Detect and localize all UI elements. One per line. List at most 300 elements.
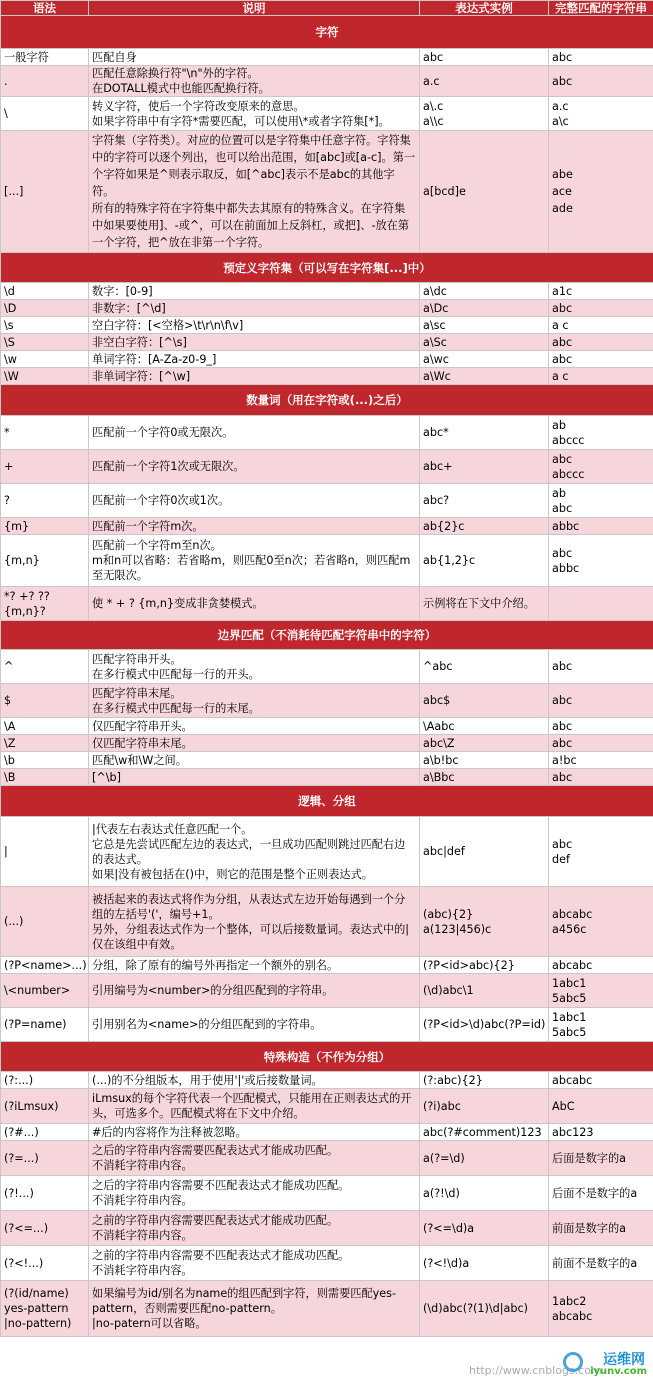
match-cell-line: a c [552, 369, 569, 383]
syntax-cell [1, 1246, 89, 1281]
watermark [469, 1349, 649, 1379]
section-header [1, 621, 653, 650]
table-row [1, 351, 653, 368]
syntax-cell [1, 484, 89, 518]
match-cell-line: a c [552, 318, 569, 332]
match-cell-line: abc [552, 719, 573, 733]
syntax-cell [1, 131, 89, 253]
description-cell-line: 之前的字符串内容需要不匹配表达式才能成功匹配。 [92, 1249, 350, 1262]
syntax-cell-line: \w [4, 352, 17, 366]
description-cell [89, 1246, 420, 1281]
example-cell-line: (?<=\d)a [423, 1221, 475, 1235]
syntax-cell-line: ^ [4, 660, 14, 673]
syntax-cell-line: (?:...) [4, 1073, 34, 1087]
syntax-cell-line: $ [4, 694, 12, 707]
syntax-cell-line: \s [4, 318, 14, 332]
example-cell [420, 887, 549, 957]
syntax-cell [1, 1176, 89, 1211]
example-cell-line: 示例将在下文中介绍。 [423, 597, 535, 610]
match-cell-line: 前面不是数字的a [552, 1256, 638, 1270]
gear-icon [563, 1352, 583, 1372]
description-cell-line: 之前的字符串内容需要匹配表达式才能成功匹配。 [92, 1214, 339, 1227]
table-row [1, 416, 653, 450]
example-cell [420, 769, 549, 786]
match-cell [549, 518, 653, 535]
example-cell [420, 1124, 549, 1141]
example-cell [420, 300, 549, 317]
description-cell [89, 587, 420, 621]
table-row [1, 49, 653, 66]
example-cell-line: abc? [423, 494, 450, 507]
example-cell-line: a\.c [423, 99, 444, 113]
syntax-cell-line: (?<!...) [4, 1256, 44, 1270]
example-cell [420, 587, 549, 621]
description-cell [89, 957, 420, 974]
description-cell [89, 97, 420, 131]
match-cell [549, 484, 653, 518]
syntax-cell-line: [...] [4, 185, 24, 198]
syntax-cell-line: \Z [4, 736, 16, 750]
table-row [1, 484, 653, 518]
syntax-cell-line: (?#...) [4, 1125, 39, 1139]
watermark-domain: iyunv.com [590, 1366, 647, 1377]
syntax-cell [1, 752, 89, 769]
syntax-cell [1, 416, 89, 450]
example-cell-line: (?P<id>\d)abc(?P=id) [423, 1018, 546, 1031]
match-cell-line: abc123 [552, 1125, 594, 1139]
table-body [1, 16, 653, 1337]
example-cell-line: abc [423, 50, 444, 64]
description-cell [89, 1141, 420, 1176]
table-row [1, 735, 653, 752]
syntax-cell [1, 1008, 89, 1042]
description-cell [89, 769, 420, 786]
example-cell [420, 49, 549, 66]
match-cell [549, 450, 653, 484]
description-cell [89, 735, 420, 752]
section-title: 特殊构造（不作为分组） [1, 1042, 653, 1072]
match-cell [549, 735, 653, 752]
syntax-cell [1, 887, 89, 957]
match-cell [549, 1141, 653, 1176]
table-row [1, 718, 653, 735]
description-cell-line: m和n可以省略：若省略m，则匹配0至n次；若省略n，则匹配m至无限次。 [92, 554, 411, 582]
description-cell-line: 匹配\w和\W之间。 [92, 753, 187, 767]
example-cell [420, 1281, 549, 1337]
description-cell-line: 匹配前一个字符1次或无限次。 [92, 460, 245, 473]
description-cell-line: 匹配字符串开头。 [92, 652, 182, 666]
description-cell [89, 1281, 420, 1337]
match-cell-line: ace [552, 185, 572, 198]
description-cell-line: 引用编号为<number>的分组匹配到的字符串。 [92, 984, 334, 997]
description-cell [89, 300, 420, 317]
match-cell [549, 587, 653, 621]
match-cell-line: abccc [552, 467, 585, 481]
example-cell [420, 752, 549, 769]
description-cell-line: 被括起来的表达式将作为分组，从表达式左边开始每遇到一个分组的左括号'('，编号+1。 [92, 892, 406, 921]
description-cell [89, 131, 420, 253]
match-cell-line: abbc [552, 519, 580, 533]
description-cell-line: #后的内容将作为注释被忽略。 [92, 1125, 247, 1139]
match-cell-line: abbc [552, 561, 580, 575]
example-cell-line: (\d)abc\1 [423, 984, 474, 997]
match-cell-line: 后面是数字的a [552, 1151, 626, 1165]
table-row [1, 1124, 653, 1141]
example-cell-line: a(?=\d) [423, 1151, 465, 1165]
section-title: 逻辑、分组 [1, 786, 653, 817]
example-cell [420, 817, 549, 887]
example-cell-line: (\d)abc(?(1)\d|abc) [423, 1302, 528, 1315]
match-cell-line: ab [552, 486, 566, 500]
syntax-cell [1, 49, 89, 66]
match-cell-line: ade [552, 202, 573, 215]
syntax-cell [1, 587, 89, 621]
match-cell-line: ab [552, 418, 566, 432]
description-cell [89, 368, 420, 385]
description-cell [89, 535, 420, 587]
syntax-cell-line: (?P=name) [4, 1018, 67, 1031]
example-cell [420, 450, 549, 484]
match-cell [549, 1176, 653, 1211]
syntax-cell [1, 351, 89, 368]
header-description: 说明 [89, 1, 420, 16]
description-cell [89, 887, 420, 957]
example-cell [420, 974, 549, 1008]
description-cell [89, 484, 420, 518]
table-row [1, 317, 653, 334]
match-cell-line: abe [552, 168, 573, 181]
watermark-site: 运维网 [603, 1352, 645, 1368]
syntax-cell [1, 650, 89, 684]
match-cell [549, 300, 653, 317]
header-example: 表达式实例 [420, 1, 549, 16]
table-row [1, 518, 653, 535]
description-cell-line: 另外，分组表达式作为一个整体，可以后接数量词。表达式中的|仅在该组中有效。 [92, 922, 410, 951]
description-cell-line: |代表左右表达式任意匹配一个。 [92, 822, 253, 836]
match-cell-line: abc [552, 50, 573, 64]
syntax-cell-line: \<number> [4, 984, 71, 997]
example-cell [420, 484, 549, 518]
example-cell-line: a\b!bc [423, 753, 459, 767]
syntax-cell-line: \B [4, 770, 16, 784]
table-row [1, 334, 653, 351]
match-cell [549, 1124, 653, 1141]
description-cell-line: 在DOTALL模式中也能匹配换行符。 [92, 82, 270, 95]
table-row [1, 1089, 653, 1124]
table-row [1, 684, 653, 718]
syntax-cell-line: |no-pattern) [4, 1317, 72, 1330]
description-cell-line: 在多行模式中匹配每一行的开头。 [92, 667, 260, 681]
description-cell-line: 匹配自身 [92, 50, 137, 64]
example-cell-line: a\dc [423, 284, 447, 298]
example-cell [420, 1176, 549, 1211]
example-cell-line: \Aabc [423, 719, 455, 733]
table-row [1, 368, 653, 385]
syntax-cell [1, 684, 89, 718]
match-cell [549, 957, 653, 974]
syntax-cell-line: 一般字符 [4, 50, 49, 64]
table-row [1, 1211, 653, 1246]
example-cell-line: abc$ [423, 694, 451, 707]
example-cell-line: abc\Z [423, 736, 455, 750]
match-cell [549, 49, 653, 66]
match-cell-line: 后面不是数字的a [552, 1186, 638, 1200]
syntax-cell [1, 817, 89, 887]
description-cell-line: 它总是先尝试匹配左边的表达式，一旦成功匹配则跳过匹配右边的表达式。 [92, 837, 406, 866]
example-cell-line: (?i)abc [423, 1099, 461, 1113]
syntax-cell [1, 300, 89, 317]
example-cell [420, 334, 549, 351]
match-cell-line: abc [552, 301, 573, 315]
description-cell-line: 不消耗字符串内容。 [92, 1194, 193, 1207]
table-row [1, 66, 653, 97]
table-row [1, 1141, 653, 1176]
section-header [1, 1042, 653, 1072]
match-cell [549, 817, 653, 887]
syntax-cell [1, 735, 89, 752]
description-cell-line: [^\b] [92, 770, 121, 784]
table-row [1, 974, 653, 1008]
table-row [1, 1246, 653, 1281]
example-cell [420, 317, 549, 334]
match-cell [549, 1008, 653, 1042]
match-cell-line: 5abc5 [552, 1025, 587, 1039]
section-header [1, 385, 653, 416]
description-cell-line: 不消耗字符串内容。 [92, 1264, 193, 1277]
match-cell [549, 351, 653, 368]
description-cell-line: 使 * + ? {m,n}变成非贪婪模式。 [92, 597, 264, 610]
example-cell-line: a\\c [423, 114, 444, 128]
example-cell [420, 535, 549, 587]
table-row [1, 752, 653, 769]
table-row [1, 887, 653, 957]
header-syntax: 语法 [1, 1, 89, 16]
match-cell [549, 283, 653, 300]
description-cell [89, 1176, 420, 1211]
syntax-cell-line: \b [4, 753, 15, 767]
description-cell-line: 不消耗字符串内容。 [92, 1229, 193, 1242]
example-cell-line: a\Wc [423, 369, 451, 383]
example-cell-line: ^abc [423, 660, 453, 673]
syntax-cell [1, 718, 89, 735]
example-cell [420, 650, 549, 684]
match-cell [549, 684, 653, 718]
match-cell-line: abc [552, 546, 573, 560]
example-cell-line: abc+ [423, 460, 453, 473]
syntax-cell-line: \d [4, 284, 15, 298]
match-cell-line: a\c [552, 114, 569, 128]
description-cell-line: 转义字符，使后一个字符改变原来的意思。 [92, 99, 305, 113]
example-cell [420, 718, 549, 735]
example-cell-line: (?P<id>abc){2} [423, 958, 515, 972]
match-cell [549, 1281, 653, 1337]
match-cell [549, 131, 653, 253]
description-cell-line: iLmsux的每个字符代表一个匹配模式，只能用在正则表达式的开头，可选多个。匹配模式将在下文中介绍。 [92, 1092, 412, 1120]
example-cell-line: a.c [423, 74, 440, 88]
syntax-cell [1, 317, 89, 334]
description-cell [89, 1211, 420, 1246]
match-cell [549, 752, 653, 769]
section-title: 预定义字符集（可以写在字符集[...]中） [1, 253, 653, 283]
match-cell-line: abc [552, 837, 573, 851]
example-cell-line: ab{1,2}c [423, 554, 476, 567]
section-title: 边界匹配（不消耗待匹配字符串中的字符） [1, 621, 653, 650]
example-cell-line: a\Dc [423, 301, 449, 315]
syntax-cell-line: | [4, 845, 8, 858]
syntax-cell-line: \ [4, 107, 8, 120]
example-cell [420, 518, 549, 535]
description-cell-line: 字符集（字符类）。对应的位置可以是字符集中任意字符。字符集中的字符可以逐个列出，也可以给出范围，如[abc]或[a-c]。第一个字符如果是^则表示取反，如[^abc]表示不是abc的其他字符。 [92, 134, 416, 198]
watermark-logo [563, 1349, 649, 1377]
section-title: 字符 [1, 16, 653, 49]
description-cell [89, 334, 420, 351]
description-cell-line: 非空白字符：[^\s] [92, 335, 187, 349]
table-row [1, 1008, 653, 1042]
match-cell [549, 1211, 653, 1246]
watermark-url: http://www.cnblogs.com [469, 1364, 602, 1377]
header-full-match: 完整匹配的字符串 [549, 1, 653, 16]
match-cell-line: a1c [552, 284, 573, 298]
syntax-cell [1, 1124, 89, 1141]
description-cell-line: (...)的不分组版本，用于使用'|'或后接数量词。 [92, 1073, 323, 1087]
description-cell [89, 752, 420, 769]
match-cell-line: abc [552, 694, 573, 707]
example-cell [420, 416, 549, 450]
match-cell-line: a.c [552, 99, 569, 113]
table-row [1, 450, 653, 484]
description-cell-line: 匹配前一个字符m至n次。 [92, 539, 222, 552]
description-cell-line: 仅匹配字符串开头。 [92, 719, 193, 733]
description-cell-line: 空白字符：[<空格>\t\r\n\f\v] [92, 318, 244, 332]
match-cell-line: a456c [552, 922, 587, 936]
match-cell-line: 前面是数字的a [552, 1221, 626, 1235]
match-cell-line: abc [552, 770, 573, 784]
syntax-cell-line: (?<=...) [4, 1221, 49, 1235]
syntax-cell-line: * [4, 426, 10, 439]
syntax-cell [1, 66, 89, 97]
description-cell-line: 数字：[0-9] [92, 284, 153, 298]
match-cell [549, 718, 653, 735]
match-cell [549, 368, 653, 385]
match-cell [549, 317, 653, 334]
table-row [1, 97, 653, 131]
description-cell [89, 283, 420, 300]
syntax-cell-line: ? [4, 494, 10, 507]
match-cell [549, 97, 653, 131]
description-cell [89, 416, 420, 450]
section-header [1, 786, 653, 817]
description-cell-line: 匹配前一个字符m次。 [92, 519, 204, 533]
syntax-cell [1, 97, 89, 131]
syntax-cell [1, 535, 89, 587]
table-row [1, 957, 653, 974]
example-cell [420, 1141, 549, 1176]
match-cell-line: 5abc5 [552, 991, 587, 1005]
example-cell-line: ab{2}c [423, 519, 465, 533]
example-cell-line: a(?!\d) [423, 1186, 460, 1200]
table-row [1, 131, 653, 253]
syntax-cell-line: \A [4, 719, 16, 733]
syntax-cell [1, 1281, 89, 1337]
syntax-cell-line: yes-pattern [4, 1302, 69, 1315]
example-cell-line: abc|def [423, 845, 465, 858]
example-cell [420, 957, 549, 974]
description-cell [89, 1124, 420, 1141]
match-cell-line: 1abc1 [552, 976, 587, 990]
syntax-cell [1, 1141, 89, 1176]
table-row [1, 1072, 653, 1089]
table-row [1, 1176, 653, 1211]
table-row [1, 650, 653, 684]
table-row [1, 769, 653, 786]
syntax-cell [1, 518, 89, 535]
description-cell [89, 718, 420, 735]
description-cell [89, 518, 420, 535]
table-row [1, 283, 653, 300]
match-cell-line: abc [552, 501, 573, 515]
syntax-cell-line: (?iLmsux) [4, 1099, 59, 1113]
description-cell [89, 1008, 420, 1042]
description-cell [89, 317, 420, 334]
example-cell [420, 351, 549, 368]
match-cell-line: abccc [552, 433, 585, 447]
description-cell [89, 1072, 420, 1089]
section-header [1, 16, 653, 49]
header-row [1, 1, 653, 16]
example-cell-line: (?:abc){2} [423, 1073, 483, 1087]
example-cell [420, 1089, 549, 1124]
description-cell [89, 351, 420, 368]
syntax-cell-line: (?P<name>...) [4, 958, 87, 972]
example-cell-line: abc(?#comment)123 [423, 1125, 542, 1139]
description-cell-line: 仅匹配字符串末尾。 [92, 736, 193, 750]
syntax-cell-line: (...) [4, 915, 24, 928]
description-cell-line: 匹配前一个字符0次或1次。 [92, 494, 230, 507]
syntax-cell-line: {m,n} [4, 554, 40, 567]
match-cell [549, 974, 653, 1008]
table-row [1, 1281, 653, 1337]
section-title: 数量词（用在字符或(...)之后） [1, 385, 653, 416]
example-cell-line: a\Sc [423, 335, 447, 349]
description-cell-line: 匹配字符串末尾。 [92, 686, 182, 700]
syntax-cell-line: {m} [4, 519, 30, 533]
description-cell [89, 1089, 420, 1124]
description-cell-line: 如果编号为id/别名为name的组匹配到字符，则需要匹配yes-pattern，否则需要匹配no-pattern。 [92, 1287, 397, 1315]
syntax-cell-line: (?!...) [4, 1186, 34, 1200]
description-cell-line: 之后的字符串内容需要不匹配表达式才能成功匹配。 [92, 1179, 350, 1192]
match-cell-line: AbC [552, 1099, 575, 1113]
syntax-cell [1, 368, 89, 385]
match-cell [549, 416, 653, 450]
description-cell-line: 如果|没有被包括在()中，则它的范围是整个正则表达式。 [92, 867, 373, 881]
description-cell-line: 不消耗字符串内容。 [92, 1159, 193, 1172]
table-row [1, 817, 653, 887]
example-cell [420, 735, 549, 752]
syntax-cell [1, 1211, 89, 1246]
syntax-cell-line: \D [4, 301, 17, 315]
example-cell [420, 368, 549, 385]
match-cell-line: def [552, 852, 570, 866]
description-cell-line: 匹配任意除换行符"\n"外的字符。 [92, 67, 259, 80]
syntax-cell [1, 450, 89, 484]
match-cell-line: 1abc2 [552, 1294, 587, 1308]
syntax-cell-line: (?=...) [4, 1151, 39, 1165]
syntax-cell [1, 769, 89, 786]
match-cell [549, 535, 653, 587]
syntax-cell-line: {m,n}? [4, 604, 46, 618]
example-cell [420, 97, 549, 131]
match-cell [549, 1246, 653, 1281]
